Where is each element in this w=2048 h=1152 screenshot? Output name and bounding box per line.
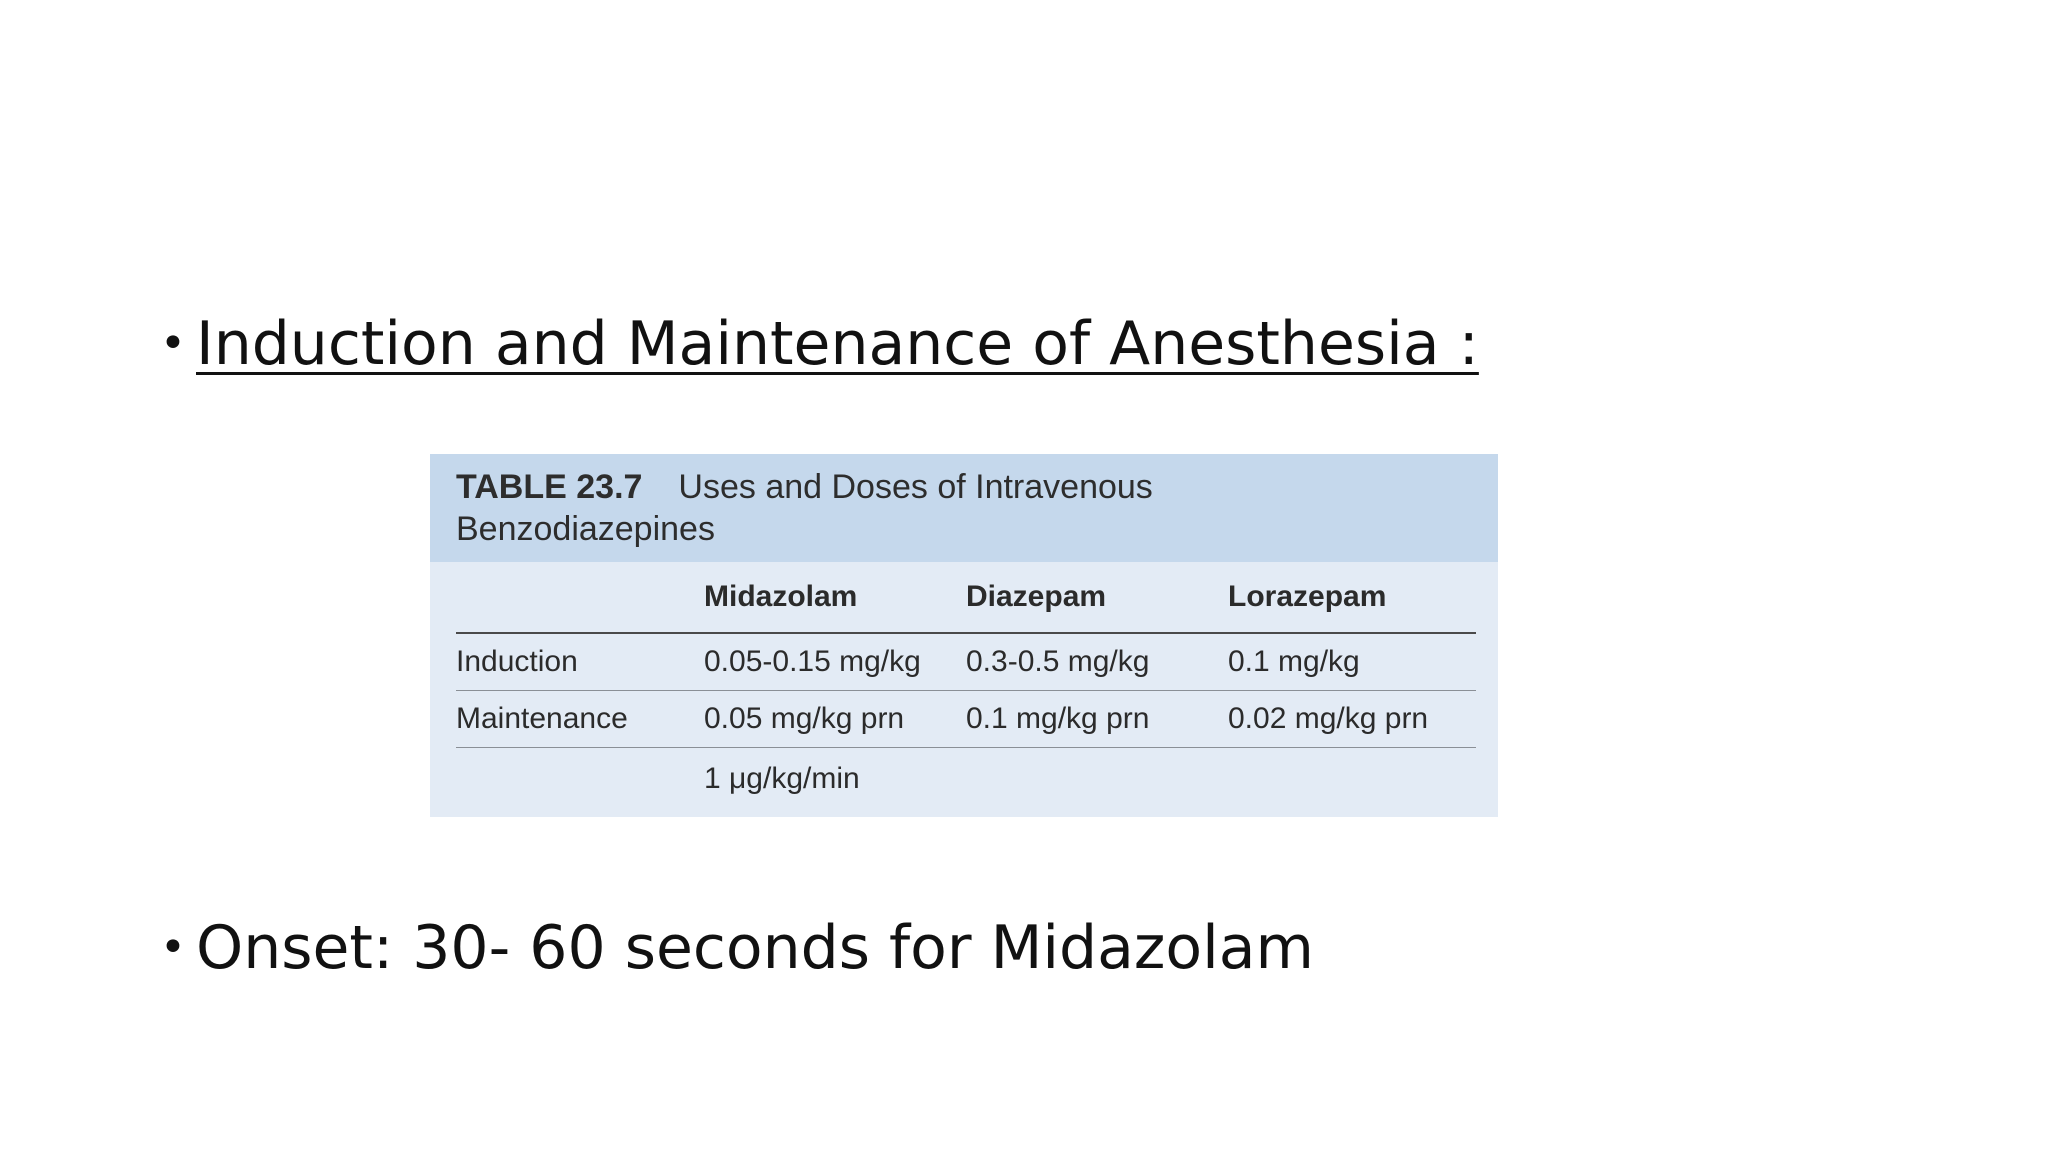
table-cell: [1228, 748, 1476, 811]
dose-table-figure: [430, 454, 1498, 817]
table-title-line2: Benzodiazepines: [456, 510, 715, 548]
table-header-row: [456, 562, 1476, 633]
table-row-induction: [456, 633, 1476, 691]
table-cell: 0.05-0.15 mg/kg: [704, 633, 966, 691]
table-cell: 0.3-0.5 mg/kg: [966, 633, 1228, 691]
header-cell-midazolam: Midazolam: [704, 562, 966, 633]
row-label: [456, 748, 704, 811]
header-cell-empty: [456, 562, 704, 633]
header-cell-diazepam: Diazepam: [966, 562, 1228, 633]
row-label: Maintenance: [456, 691, 704, 748]
table-row-infusion: [456, 748, 1476, 811]
bullet-dot: •: [160, 318, 186, 369]
bullet-heading: [160, 308, 1479, 380]
section-heading: Induction and Maintenance of Anesthesia :: [196, 309, 1479, 379]
table-number: TABLE 23.7: [456, 468, 643, 506]
table-cell: 0.02 mg/kg prn: [1228, 691, 1476, 748]
table-cell: 0.1 mg/kg: [1228, 633, 1476, 691]
onset-text: Onset: 30- 60 seconds for Midazolam: [196, 913, 1314, 983]
table-caption: [430, 454, 1498, 562]
table-cell: [966, 748, 1228, 811]
table-row-maintenance: [456, 691, 1476, 748]
row-label: Induction: [456, 633, 704, 691]
bullet-onset: [160, 912, 1314, 984]
table-cell: 1 μg/kg/min: [704, 762, 860, 795]
table-cell: 0.1 mg/kg prn: [966, 691, 1228, 748]
dose-table: [456, 562, 1476, 810]
header-cell-lorazepam: Lorazepam: [1228, 562, 1476, 633]
bullet-dot: •: [160, 922, 186, 973]
table-title-line1: Uses and Doses of Intravenous: [678, 468, 1153, 506]
table-cell: 0.05 mg/kg prn: [704, 691, 966, 748]
